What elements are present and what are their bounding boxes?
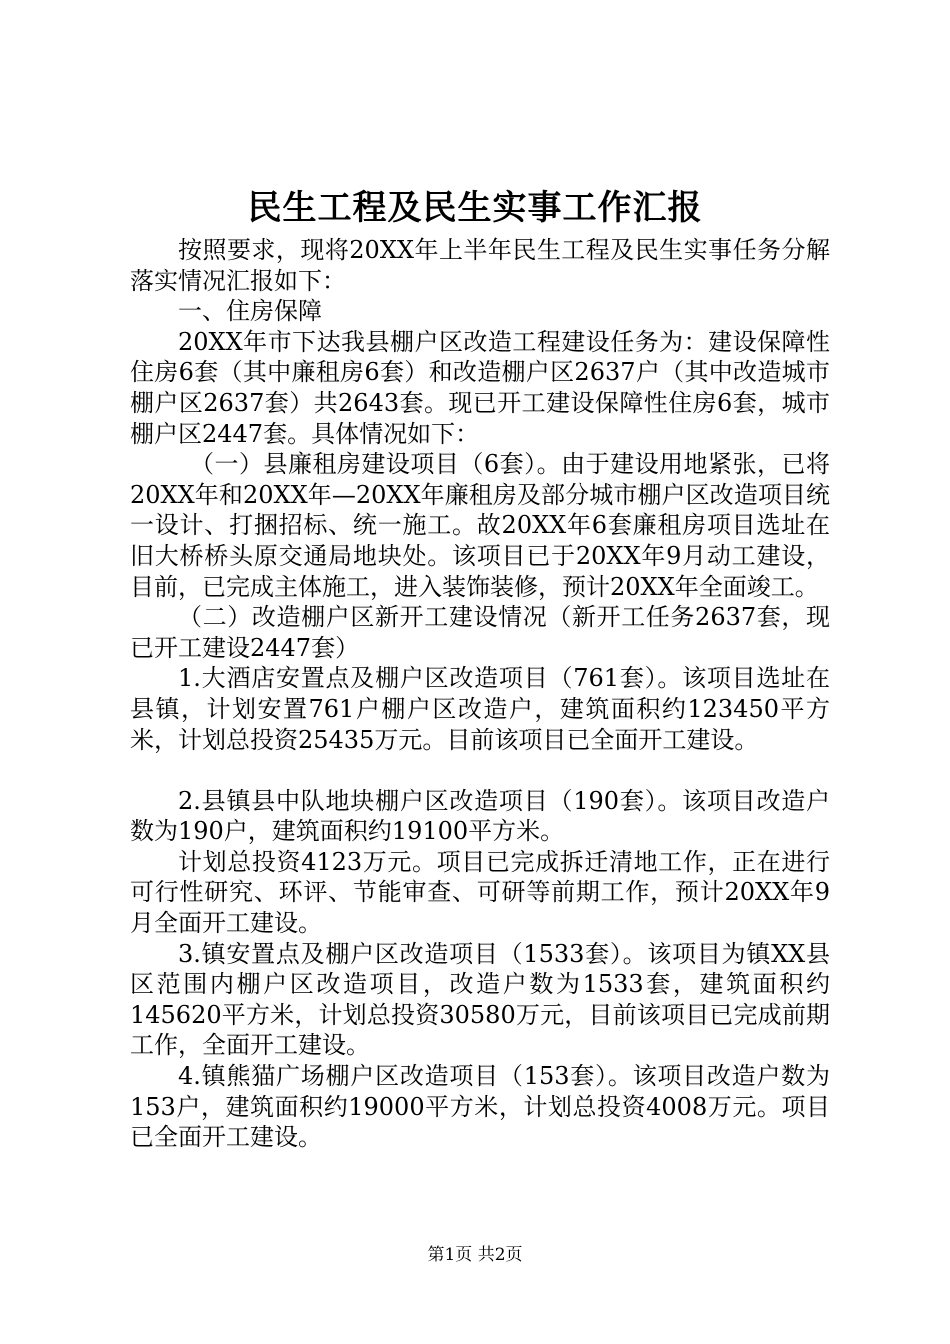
intro-paragraph: 按照要求，现将20XX年上半年民生工程及民生实事任务分解落实情况汇报如下： [130,236,830,295]
page-footer: 第1页 共2页 [427,1245,523,1265]
paragraph-item-3: 3.镇安置点及棚户区改造项目（1533套）。该项目为镇XX县区范围内棚户区改造项目，改造户数为1533套，建筑面积约145620平方米，计划总投资30580万元，目前该项目已完成前期工作，全面开工建设。 [130,939,830,1060]
blank-line [130,755,830,786]
section-heading-housing: 一、住房保障 [178,297,322,326]
document-title: 民生工程及民生实事工作汇报 [247,188,703,228]
paragraph-item-2-continued: 计划总投资4123万元。项目已完成拆迁清地工作，正在进行可行性研究、环评、节能审查、可研等前期工作，预计20XX年9月全面开工建设。 [130,847,830,938]
paragraph-item-1: 1.大酒店安置点及棚户区改造项目（761套）。该项目选址在县镇，计划安置761户棚户区改造户，建筑面积约123450平方米，计划总投资25435万元。目前该项目已全面开工建设。 [130,664,830,754]
paragraph-item-2: 2.县镇县中队地块棚户区改造项目（190套）。该项目改造户数为190户，建筑面积约19100平方米。 [130,786,830,846]
paragraph-task-overview: 20XX年市下达我县棚户区改造工程建设任务为：建设保障性住房6套（其中廉租房6套）和改造棚户区2637户（其中改造城市棚户区2637套）共2643套。现已开工建设保障性住房6套，城市棚户区2447套。具体情况如下： [130,327,830,448]
paragraph-shantytown-renovation: （二）改造棚户区新开工建设情况（新开工任务2637套，现已开工建设2447套） [130,603,830,662]
document-body [130,235,830,1153]
paragraph-item-4: 4.镇熊猫广场棚户区改造项目（153套）。该项目改造户数为153户，建筑面积约19000平方米，计划总投资4008万元。项目已全面开工建设。 [130,1062,830,1152]
paragraph-low-rent-housing: （一）县廉租房建设项目（6套）。由于建设用地紧张，已将20XX年和20XX年—20XX年廉租房及部分城市棚户区改造项目统一设计、打捆招标、统一施工。故20XX年6套廉租房项目选址在旧大桥桥头原交通局地块处。该项目已于20XX年9月动工建设，目前，已完成主体施工，进入装饰装修，预计20XX年全面竣工。 [130,450,830,601]
